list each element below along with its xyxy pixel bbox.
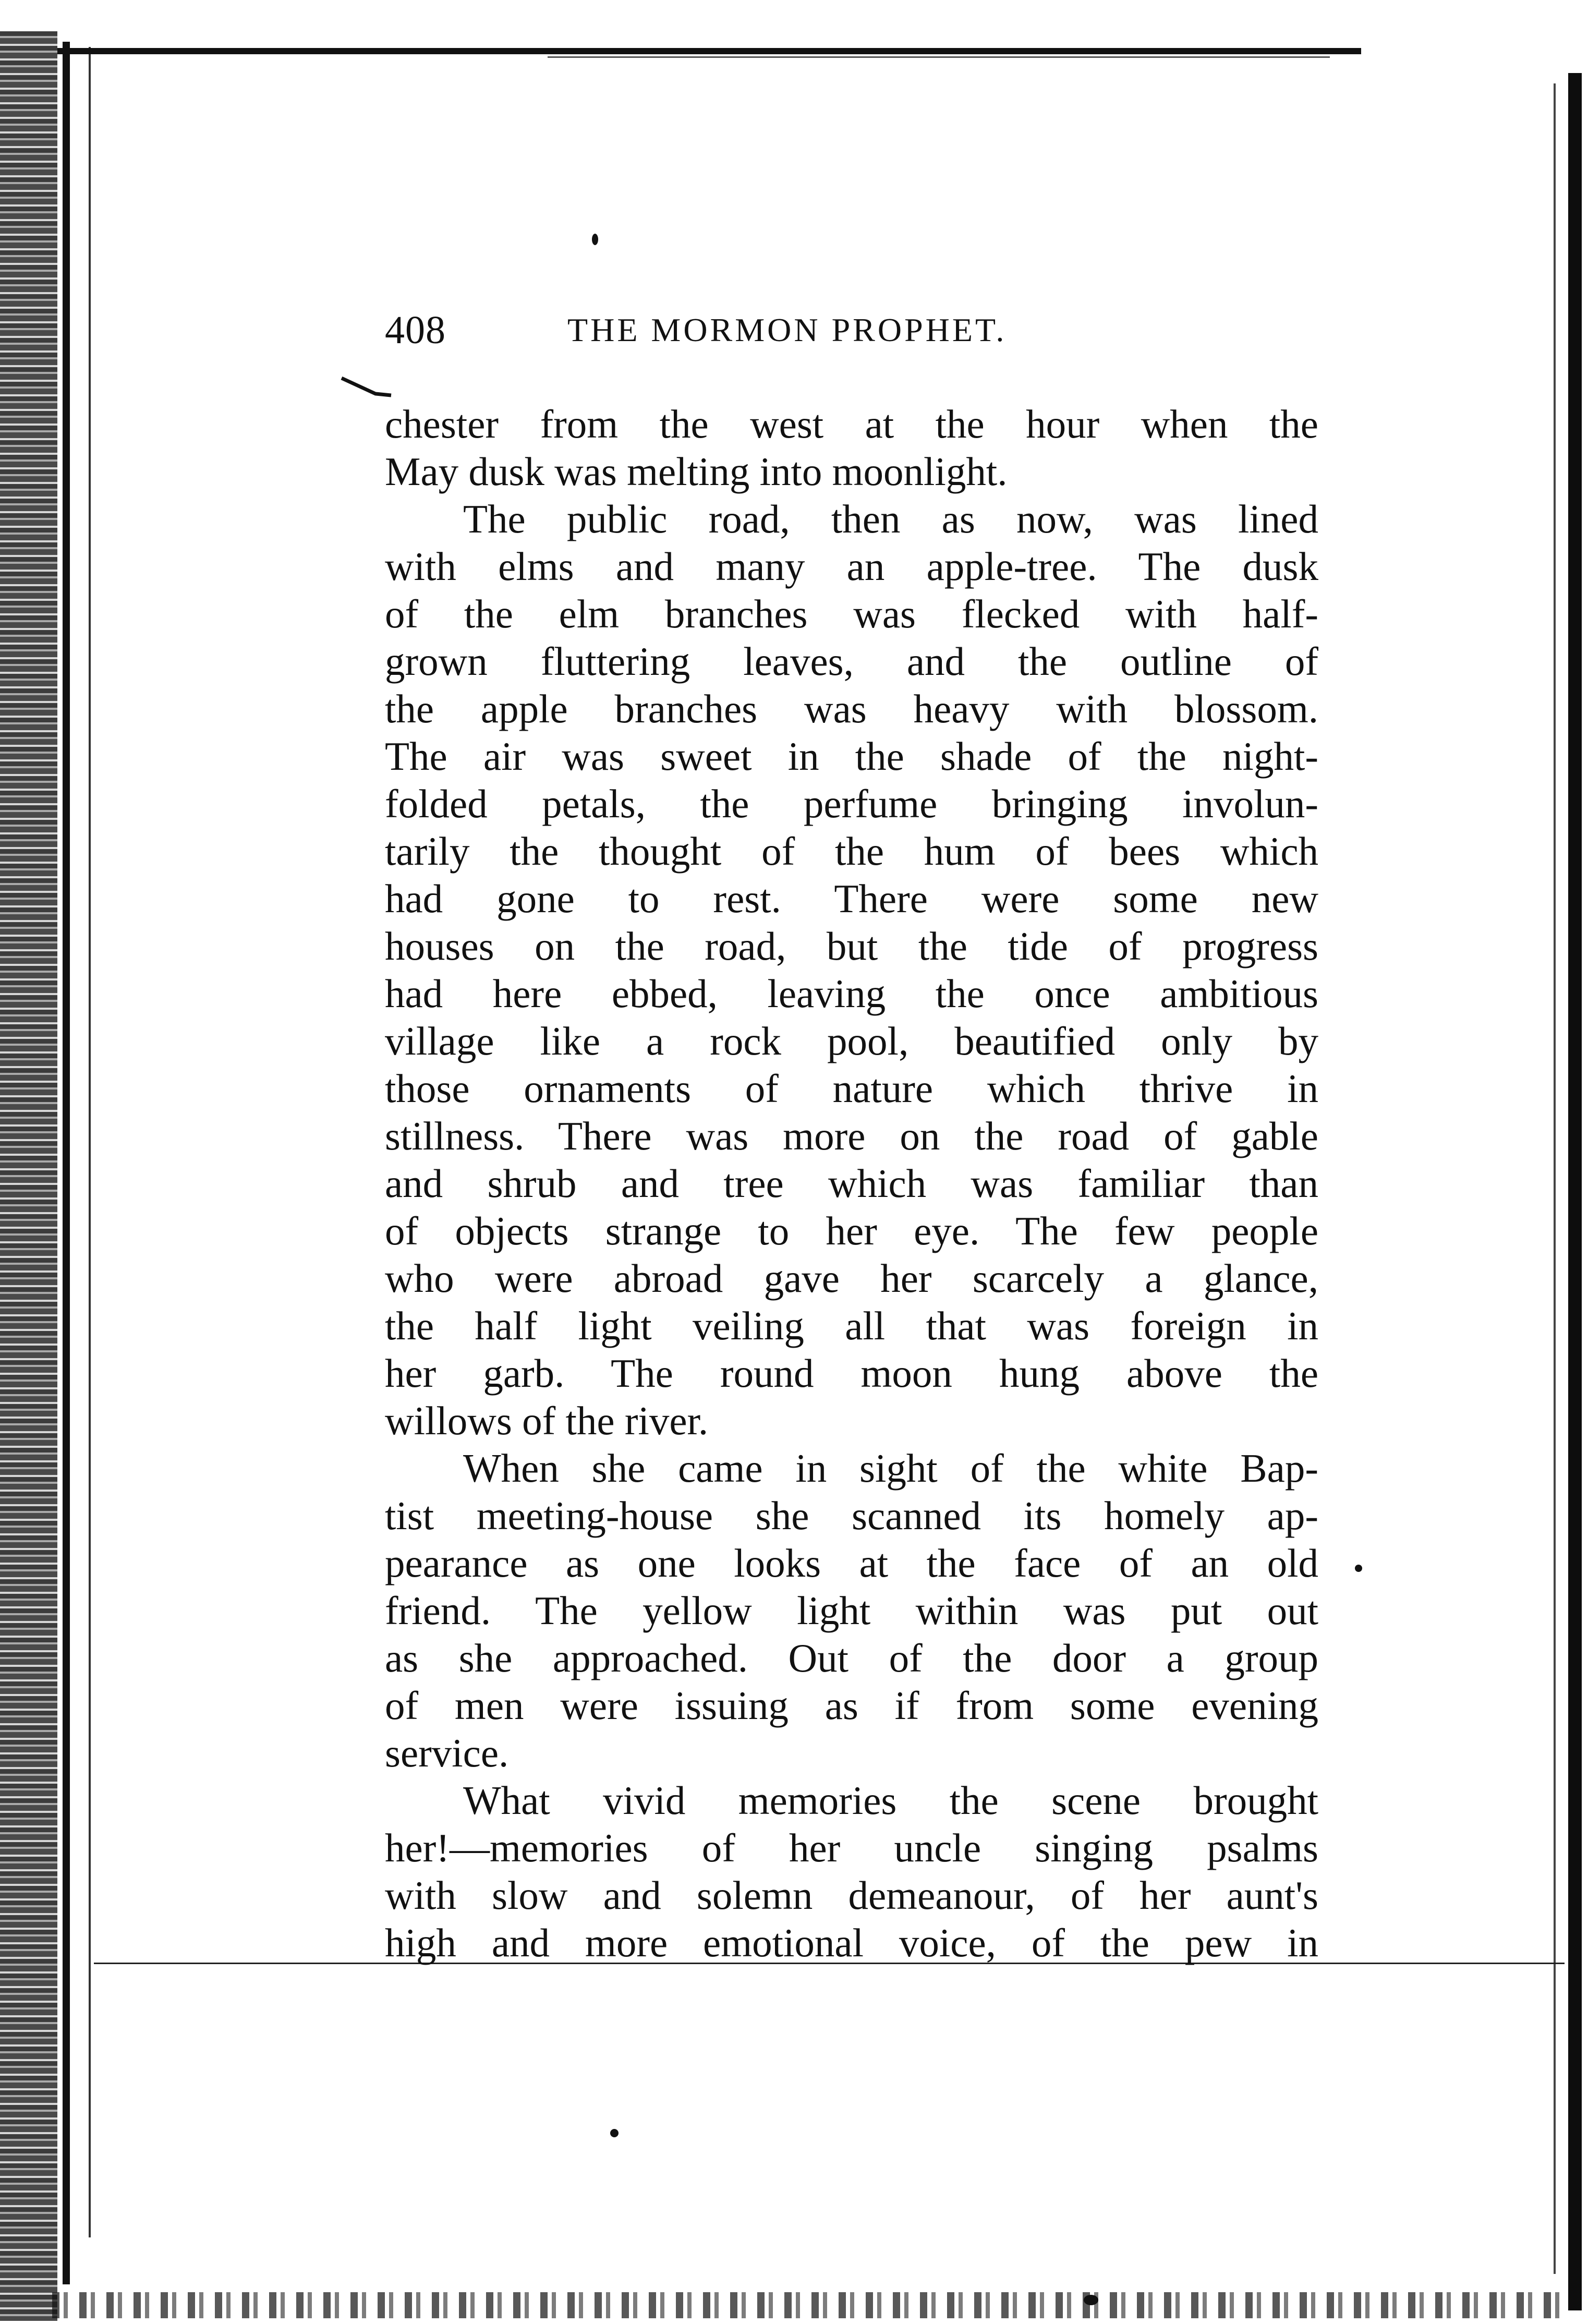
ink-speck bbox=[1355, 1565, 1362, 1572]
text-line: her!—memories of her uncle singing psalms bbox=[385, 1825, 1318, 1870]
text-line: What vivid memories the scene brought bbox=[463, 1778, 1318, 1823]
text-line: tarily the thought of the hum of bees which bbox=[385, 829, 1318, 874]
text-line: her garb. The round moon hung above the bbox=[385, 1351, 1318, 1396]
bottom-edge-noise bbox=[52, 2292, 1565, 2318]
text-line: The air was sweet in the shade of the night- bbox=[385, 734, 1318, 779]
right-edge-bar bbox=[1568, 73, 1582, 2310]
text-line: When she came in sight of the white Bap- bbox=[463, 1446, 1318, 1491]
text-line: village like a rock pool, beautified only by bbox=[385, 1019, 1318, 1063]
text-line: May dusk was melting into moonlight. bbox=[385, 449, 1008, 494]
text-line: with slow and solemn demeanour, of her aunt's bbox=[385, 1873, 1318, 1918]
page-number: 408 bbox=[385, 308, 446, 352]
binding-inner-line bbox=[89, 47, 91, 2237]
top-edge-rule bbox=[57, 48, 1361, 54]
text-line: as she approached. Out of the door a group bbox=[385, 1636, 1318, 1680]
text-line: of the elm branches was flecked with half- bbox=[385, 591, 1318, 636]
body-text bbox=[385, 401, 1318, 1967]
text-line: those ornaments of nature which thrive in bbox=[385, 1066, 1318, 1111]
text-line: service. bbox=[385, 1730, 509, 1775]
binding-edge-line bbox=[63, 42, 70, 2284]
text-line: of objects strange to her eye. The few people bbox=[385, 1208, 1318, 1253]
text-line: the half light veiling all that was foreign in bbox=[385, 1303, 1318, 1348]
pencil-mark bbox=[339, 376, 396, 402]
text-line: the apple branches was heavy with blossom. bbox=[385, 686, 1318, 731]
text-line: tist meeting-house she scanned its homely ap- bbox=[385, 1493, 1318, 1538]
binding-gutter-shadow bbox=[0, 31, 57, 2321]
text-line: The public road, then as now, was lined bbox=[463, 497, 1318, 541]
right-edge-thin-line bbox=[1554, 83, 1556, 2274]
text-line: pearance as one looks at the face of an old bbox=[385, 1541, 1318, 1585]
ink-speck bbox=[610, 2129, 619, 2137]
top-edge-thin-rule bbox=[548, 56, 1330, 58]
text-line: willows of the river. bbox=[385, 1398, 709, 1443]
page-header bbox=[385, 307, 1318, 354]
text-line: with elms and many an apple-tree. The dusk bbox=[385, 544, 1318, 589]
text-line: houses on the road, but the tide of progress bbox=[385, 924, 1318, 969]
text-line: and shrub and tree which was familiar than bbox=[385, 1161, 1318, 1206]
text-line: chester from the west at the hour when the bbox=[385, 402, 1318, 446]
text-line: had gone to rest. There were some new bbox=[385, 876, 1318, 921]
text-line: friend. The yellow light within was put out bbox=[385, 1588, 1318, 1633]
text-line: stillness. There was more on the road of gable bbox=[385, 1113, 1318, 1158]
text-line: folded petals, the perfume bringing involun- bbox=[385, 781, 1318, 826]
text-line: who were abroad gave her scarcely a glance, bbox=[385, 1256, 1318, 1301]
ink-speck bbox=[1084, 2295, 1098, 2305]
text-line: grown fluttering leaves, and the outline of bbox=[385, 639, 1318, 684]
running-head: THE MORMON PROPHET. bbox=[567, 311, 1007, 348]
text-line: had here ebbed, leaving the once ambitious bbox=[385, 971, 1318, 1016]
text-line: high and more emotional voice, of the pew in bbox=[385, 1920, 1318, 1965]
ink-speck bbox=[592, 234, 598, 245]
text-line: of men were issuing as if from some evening bbox=[385, 1683, 1318, 1728]
